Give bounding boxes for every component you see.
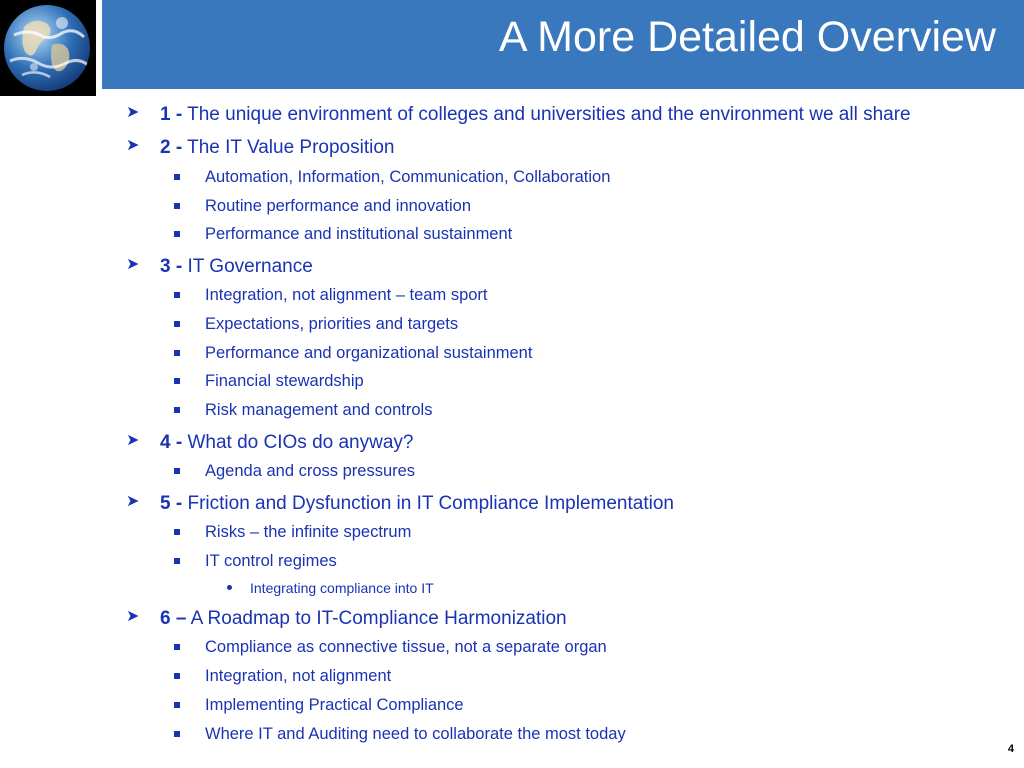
- list-item: IT control regimes: [205, 552, 337, 570]
- square-bullet-icon: [174, 407, 180, 413]
- list-item: Integration, not alignment: [205, 667, 392, 685]
- list-item: Performance and institutional sustainment: [205, 225, 513, 243]
- square-bullet-icon: [174, 378, 180, 384]
- section-text: The unique environment of colleges and universities and the environment we all share: [187, 104, 911, 125]
- square-bullet-icon: [174, 174, 180, 180]
- list-item: Compliance as connective tissue, not a separate organ: [205, 638, 607, 656]
- section-text: Friction and Dysfunction in IT Compliance Implementation: [187, 493, 674, 514]
- square-bullet-icon: [174, 558, 180, 564]
- arrow-bullet-icon: ➤: [126, 608, 140, 625]
- arrow-bullet-icon: ➤: [126, 493, 140, 510]
- section-text: The IT Value Proposition: [187, 137, 395, 158]
- section-text: IT Governance: [187, 256, 313, 277]
- list-item: Performance and organizational sustainment: [205, 344, 533, 362]
- square-bullet-icon: [174, 321, 180, 327]
- list-subitem: Integrating compliance into IT: [250, 580, 434, 596]
- square-bullet-icon: [174, 231, 180, 237]
- section-number: 3 -: [160, 256, 183, 277]
- square-bullet-icon: [174, 350, 180, 356]
- list-item: Automation, Information, Communication, Collaboration: [205, 168, 611, 186]
- square-bullet-icon: [174, 644, 180, 650]
- square-bullet-icon: [174, 731, 180, 737]
- square-bullet-icon: [174, 673, 180, 679]
- section-number: 6 –: [160, 608, 187, 629]
- square-bullet-icon: [174, 292, 180, 298]
- list-item: Risk management and controls: [205, 401, 433, 419]
- title-bar: [102, 0, 1024, 89]
- logo: [0, 0, 96, 96]
- list-item: Integration, not alignment – team sport: [205, 286, 488, 304]
- dot-bullet-icon: [227, 585, 232, 590]
- earth-globe-icon: [4, 5, 90, 91]
- square-bullet-icon: [174, 529, 180, 535]
- list-item: Implementing Practical Compliance: [205, 696, 464, 714]
- section-number: 2 -: [160, 137, 183, 158]
- square-bullet-icon: [174, 203, 180, 209]
- list-item: Risks – the infinite spectrum: [205, 523, 412, 541]
- outline-section-2: [160, 138, 394, 157]
- outline-section-1: [160, 105, 911, 124]
- arrow-bullet-icon: ➤: [126, 432, 140, 449]
- square-bullet-icon: [174, 702, 180, 708]
- section-number: 1 -: [160, 104, 183, 125]
- arrow-bullet-icon: ➤: [126, 104, 140, 121]
- page-number: 4: [1007, 743, 1014, 755]
- square-bullet-icon: [174, 468, 180, 474]
- outline-section-6: [160, 609, 567, 628]
- section-text: What do CIOs do anyway?: [187, 432, 414, 453]
- list-item: Agenda and cross pressures: [205, 462, 416, 480]
- list-item: Where IT and Auditing need to collaborate the most today: [205, 725, 626, 743]
- list-item: Expectations, priorities and targets: [205, 315, 459, 333]
- list-item: Routine performance and innovation: [205, 197, 472, 215]
- slide-title: A More Detailed Overview: [498, 13, 996, 61]
- slide-header: [0, 0, 1024, 96]
- section-text: A Roadmap to IT-Compliance Harmonization: [190, 608, 567, 629]
- arrow-bullet-icon: ➤: [126, 256, 140, 273]
- section-number: 4 -: [160, 432, 183, 453]
- section-number: 5 -: [160, 493, 183, 514]
- arrow-bullet-icon: ➤: [126, 137, 140, 154]
- list-item: Financial stewardship: [205, 372, 364, 390]
- outline-section-3: [160, 257, 313, 276]
- outline-section-5: [160, 494, 674, 513]
- outline-section-4: [160, 433, 413, 452]
